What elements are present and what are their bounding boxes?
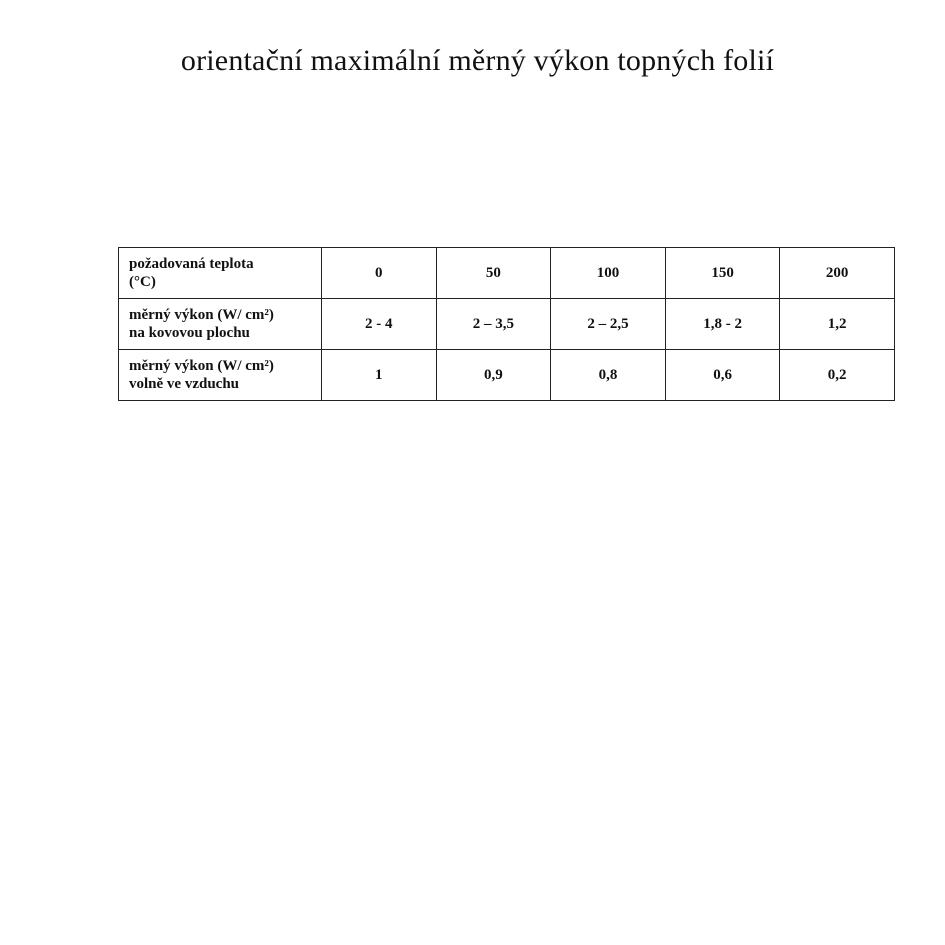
table-cell: 0,9: [436, 350, 551, 401]
table-cell: 1,2: [780, 299, 895, 350]
table-cell: 1: [322, 350, 437, 401]
table-cell: 2 – 3,5: [436, 299, 551, 350]
power-table: [118, 247, 895, 401]
row-label: [119, 299, 322, 350]
table-row-power-metal: [119, 299, 895, 350]
table-cell: 0,6: [665, 350, 780, 401]
table-cell: 50: [436, 248, 551, 299]
row-label-line: měrný výkon (W/ cm²): [129, 307, 274, 323]
table-cell: 0,2: [780, 350, 895, 401]
row-label-line: měrný výkon (W/ cm²): [129, 358, 274, 374]
row-label-line: požadovaná teplota: [129, 256, 254, 272]
table-row-temperature: [119, 248, 895, 299]
row-label: [119, 350, 322, 401]
page-title: orientační maximální měrný výkon topných folií: [180, 44, 775, 77]
table-row-power-air: [119, 350, 895, 401]
row-label-line: (°C): [129, 274, 156, 290]
table-cell: 2 – 2,5: [551, 299, 666, 350]
row-label: [119, 248, 322, 299]
table-cell: 0,8: [551, 350, 666, 401]
table-cell: 1,8 - 2: [665, 299, 780, 350]
table-cell: 0: [322, 248, 437, 299]
row-label-line: volně ve vzduchu: [129, 376, 240, 392]
table-cell: 200: [780, 248, 895, 299]
row-label-line: na kovovou plochu: [129, 325, 250, 341]
table-cell: 100: [551, 248, 666, 299]
table-cell: 2 - 4: [322, 299, 437, 350]
table-cell: 150: [665, 248, 780, 299]
